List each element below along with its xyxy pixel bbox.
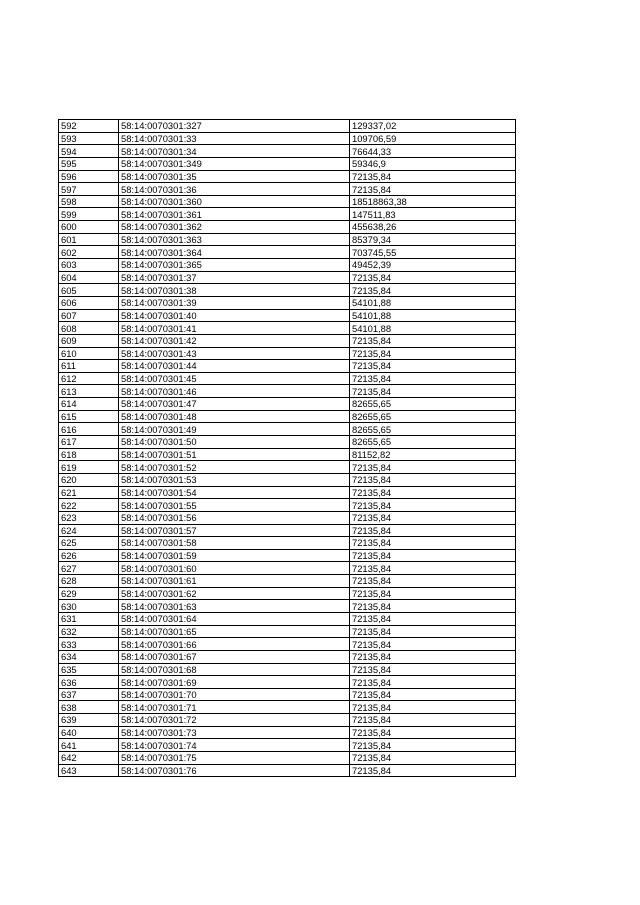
table-body [59,120,516,777]
cadastral-number-cell: 58:14:0070301:48 [119,410,350,423]
table-row [59,170,516,183]
value-cell: 72135,84 [350,549,516,562]
value-cell: 72135,84 [350,575,516,588]
table-row [59,195,516,208]
row-number-cell: 629 [59,587,119,600]
row-number-cell: 604 [59,271,119,284]
cadastral-number-cell: 58:14:0070301:55 [119,499,350,512]
cadastral-number-cell: 58:14:0070301:327 [119,120,350,133]
cadastral-number-cell: 58:14:0070301:365 [119,259,350,272]
row-number-cell: 597 [59,183,119,196]
table-row [59,575,516,588]
table-row [59,486,516,499]
row-number-cell: 616 [59,423,119,436]
row-number-cell: 639 [59,714,119,727]
row-number-cell: 608 [59,322,119,335]
cadastral-number-cell: 58:14:0070301:53 [119,473,350,486]
row-number-cell: 618 [59,448,119,461]
value-cell: 72135,84 [350,587,516,600]
value-cell: 72135,84 [350,726,516,739]
row-number-cell: 637 [59,688,119,701]
table-row [59,676,516,689]
row-number-cell: 635 [59,663,119,676]
row-number-cell: 599 [59,208,119,221]
table-row [59,385,516,398]
cadastral-number-cell: 58:14:0070301:49 [119,423,350,436]
cadastral-number-cell: 58:14:0070301:73 [119,726,350,739]
value-cell: 72135,84 [350,764,516,777]
value-cell: 72135,84 [350,461,516,474]
table-row [59,423,516,436]
row-number-cell: 628 [59,575,119,588]
row-number-cell: 620 [59,473,119,486]
value-cell: 72135,84 [350,714,516,727]
row-number-cell: 621 [59,486,119,499]
cadastral-number-cell: 58:14:0070301:58 [119,537,350,550]
cadastral-number-cell: 58:14:0070301:64 [119,612,350,625]
row-number-cell: 603 [59,259,119,272]
value-cell: 72135,84 [350,537,516,550]
table-row [59,208,516,221]
table-row [59,271,516,284]
cadastral-number-cell: 58:14:0070301:74 [119,739,350,752]
row-number-cell: 605 [59,284,119,297]
cadastral-number-cell: 58:14:0070301:62 [119,587,350,600]
value-cell: 72135,84 [350,372,516,385]
row-number-cell: 612 [59,372,119,385]
cadastral-number-cell: 58:14:0070301:39 [119,296,350,309]
row-number-cell: 619 [59,461,119,474]
value-cell: 18518863,38 [350,195,516,208]
table-row [59,688,516,701]
table-row [59,120,516,133]
value-cell: 72135,84 [350,600,516,613]
table-row [59,322,516,335]
row-number-cell: 615 [59,410,119,423]
table-row [59,183,516,196]
row-number-cell: 609 [59,334,119,347]
cadastral-number-cell: 58:14:0070301:37 [119,271,350,284]
value-cell: 54101,88 [350,296,516,309]
value-cell: 455638,26 [350,221,516,234]
table-row [59,448,516,461]
value-cell: 54101,88 [350,322,516,335]
table-row [59,511,516,524]
value-cell: 76644,33 [350,145,516,158]
table-row [59,625,516,638]
value-cell: 72135,84 [350,650,516,663]
cadastral-number-cell: 58:14:0070301:71 [119,701,350,714]
cadastral-number-cell: 58:14:0070301:45 [119,372,350,385]
table-row [59,360,516,373]
table-row [59,739,516,752]
row-number-cell: 600 [59,221,119,234]
table-row [59,221,516,234]
cadastral-number-cell: 58:14:0070301:40 [119,309,350,322]
value-cell: 147511,83 [350,208,516,221]
cadastral-number-cell: 58:14:0070301:360 [119,195,350,208]
table-row [59,436,516,449]
value-cell: 109706,59 [350,132,516,145]
value-cell: 54101,88 [350,309,516,322]
row-number-cell: 631 [59,612,119,625]
table-row [59,284,516,297]
value-cell: 82655,65 [350,398,516,411]
cadastral-number-cell: 58:14:0070301:63 [119,600,350,613]
table-row [59,410,516,423]
cadastral-number-cell: 58:14:0070301:36 [119,183,350,196]
row-number-cell: 638 [59,701,119,714]
value-cell: 72135,84 [350,360,516,373]
cadastral-number-cell: 58:14:0070301:41 [119,322,350,335]
value-cell: 72135,84 [350,663,516,676]
cadastral-number-cell: 58:14:0070301:43 [119,347,350,360]
table-row [59,726,516,739]
cadastral-number-cell: 58:14:0070301:76 [119,764,350,777]
value-cell: 72135,84 [350,170,516,183]
value-cell: 129337,02 [350,120,516,133]
value-cell: 72135,84 [350,625,516,638]
cadastral-number-cell: 58:14:0070301:70 [119,688,350,701]
cadastral-number-cell: 58:14:0070301:362 [119,221,350,234]
table-row [59,587,516,600]
row-number-cell: 607 [59,309,119,322]
table-row [59,132,516,145]
table-row [59,398,516,411]
value-cell: 81152,82 [350,448,516,461]
table-row [59,638,516,651]
value-cell: 72135,84 [350,334,516,347]
row-number-cell: 595 [59,157,119,170]
value-cell: 72135,84 [350,638,516,651]
value-cell: 72135,84 [350,347,516,360]
value-cell: 72135,84 [350,473,516,486]
value-cell: 72135,84 [350,688,516,701]
cadastral-number-cell: 58:14:0070301:59 [119,549,350,562]
row-number-cell: 594 [59,145,119,158]
value-cell: 72135,84 [350,739,516,752]
row-number-cell: 633 [59,638,119,651]
value-cell: 82655,65 [350,410,516,423]
row-number-cell: 630 [59,600,119,613]
row-number-cell: 606 [59,296,119,309]
row-number-cell: 636 [59,676,119,689]
table-row [59,473,516,486]
cadastral-number-cell: 58:14:0070301:35 [119,170,350,183]
value-cell: 59346,9 [350,157,516,170]
cadastral-number-cell: 58:14:0070301:38 [119,284,350,297]
row-number-cell: 626 [59,549,119,562]
table-row [59,764,516,777]
row-number-cell: 611 [59,360,119,373]
value-cell: 72135,84 [350,612,516,625]
cadastral-number-cell: 58:14:0070301:361 [119,208,350,221]
value-cell: 82655,65 [350,423,516,436]
cadastral-number-cell: 58:14:0070301:50 [119,436,350,449]
row-number-cell: 643 [59,764,119,777]
row-number-cell: 624 [59,524,119,537]
row-number-cell: 613 [59,385,119,398]
table-row [59,650,516,663]
cadastral-number-cell: 58:14:0070301:69 [119,676,350,689]
table-row [59,562,516,575]
value-cell: 72135,84 [350,701,516,714]
cadastral-number-cell: 58:14:0070301:349 [119,157,350,170]
value-cell: 72135,84 [350,486,516,499]
value-cell: 72135,84 [350,183,516,196]
value-cell: 72135,84 [350,676,516,689]
table-row [59,537,516,550]
row-number-cell: 623 [59,511,119,524]
table-row [59,347,516,360]
row-number-cell: 602 [59,246,119,259]
row-number-cell: 617 [59,436,119,449]
value-cell: 72135,84 [350,499,516,512]
table-row [59,549,516,562]
row-number-cell: 627 [59,562,119,575]
table-row [59,157,516,170]
row-number-cell: 592 [59,120,119,133]
cadastral-number-cell: 58:14:0070301:47 [119,398,350,411]
table-row [59,259,516,272]
table-row [59,145,516,158]
row-number-cell: 634 [59,650,119,663]
data-table [58,119,516,777]
cadastral-number-cell: 58:14:0070301:33 [119,132,350,145]
table-row [59,701,516,714]
row-number-cell: 632 [59,625,119,638]
table-row [59,524,516,537]
value-cell: 72135,84 [350,284,516,297]
row-number-cell: 642 [59,752,119,765]
table-row [59,334,516,347]
row-number-cell: 598 [59,195,119,208]
value-cell: 703745,55 [350,246,516,259]
row-number-cell: 622 [59,499,119,512]
cadastral-number-cell: 58:14:0070301:51 [119,448,350,461]
cadastral-number-cell: 58:14:0070301:65 [119,625,350,638]
cadastral-number-cell: 58:14:0070301:364 [119,246,350,259]
value-cell: 85379,34 [350,233,516,246]
table-row [59,600,516,613]
cadastral-number-cell: 58:14:0070301:61 [119,575,350,588]
value-cell: 72135,84 [350,511,516,524]
row-number-cell: 625 [59,537,119,550]
cadastral-number-cell: 58:14:0070301:44 [119,360,350,373]
cadastral-number-cell: 58:14:0070301:54 [119,486,350,499]
table-row [59,752,516,765]
table-row [59,499,516,512]
row-number-cell: 610 [59,347,119,360]
cadastral-number-cell: 58:14:0070301:363 [119,233,350,246]
value-cell: 72135,84 [350,752,516,765]
cadastral-number-cell: 58:14:0070301:67 [119,650,350,663]
row-number-cell: 614 [59,398,119,411]
row-number-cell: 593 [59,132,119,145]
table-row [59,296,516,309]
cadastral-number-cell: 58:14:0070301:34 [119,145,350,158]
cadastral-number-cell: 58:14:0070301:56 [119,511,350,524]
value-cell: 72135,84 [350,271,516,284]
table-row [59,246,516,259]
cadastral-number-cell: 58:14:0070301:75 [119,752,350,765]
cadastral-number-cell: 58:14:0070301:42 [119,334,350,347]
value-cell: 72135,84 [350,562,516,575]
cadastral-number-cell: 58:14:0070301:68 [119,663,350,676]
table-row [59,612,516,625]
cadastral-number-cell: 58:14:0070301:60 [119,562,350,575]
table-row [59,309,516,322]
table-row [59,663,516,676]
value-cell: 72135,84 [350,385,516,398]
cadastral-number-cell: 58:14:0070301:66 [119,638,350,651]
cadastral-number-cell: 58:14:0070301:46 [119,385,350,398]
row-number-cell: 601 [59,233,119,246]
value-cell: 72135,84 [350,524,516,537]
cadastral-number-cell: 58:14:0070301:72 [119,714,350,727]
table-row [59,233,516,246]
value-cell: 49452,39 [350,259,516,272]
cadastral-number-cell: 58:14:0070301:57 [119,524,350,537]
table-row [59,714,516,727]
value-cell: 82655,65 [350,436,516,449]
row-number-cell: 641 [59,739,119,752]
row-number-cell: 640 [59,726,119,739]
row-number-cell: 596 [59,170,119,183]
table-row [59,461,516,474]
table-row [59,372,516,385]
cadastral-number-cell: 58:14:0070301:52 [119,461,350,474]
